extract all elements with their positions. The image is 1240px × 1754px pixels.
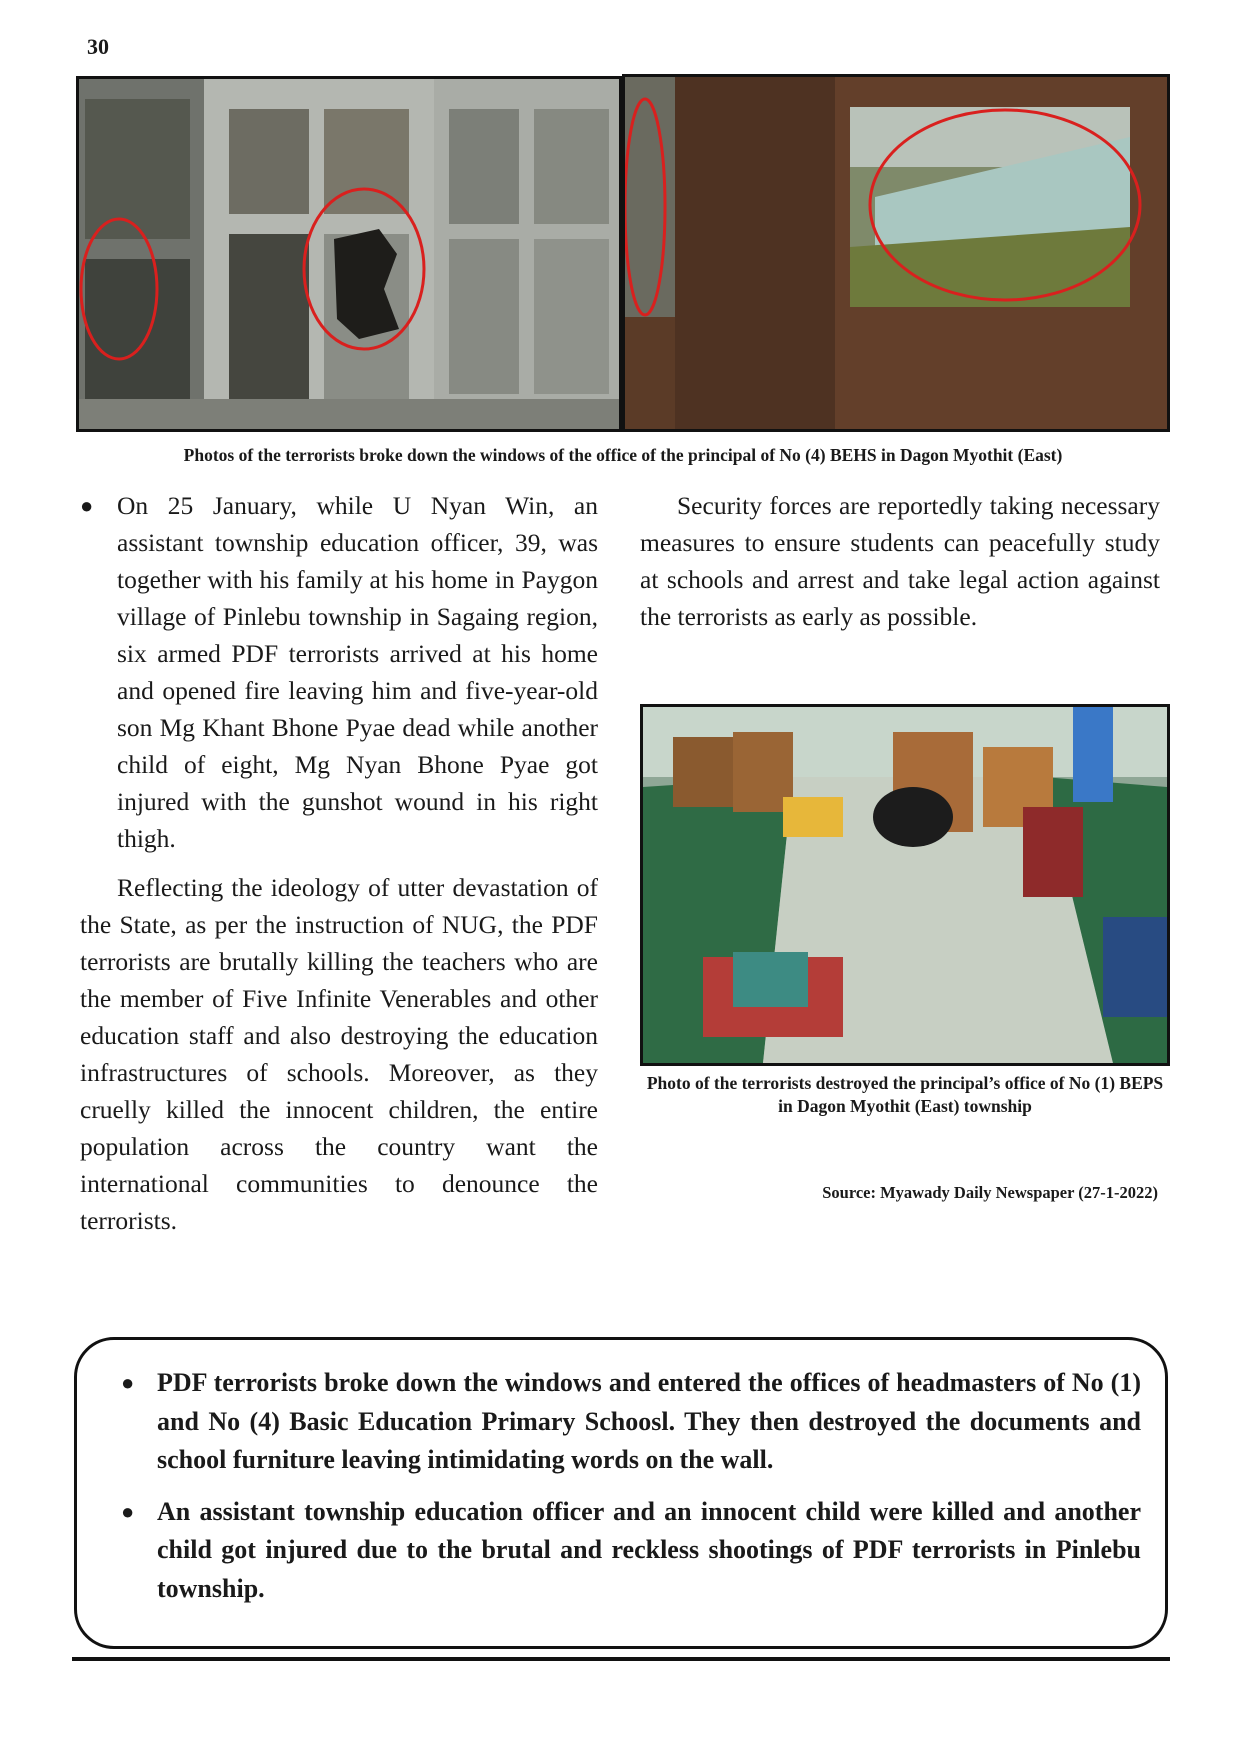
summary-text: An assistant township education officer and an innocent child were killed and another child got injured due to the brutal and reckless shootings of PDF terrorists in Pinlebu township.	[157, 1496, 1141, 1603]
top-photo-caption: Photos of the terrorists broke down the windows of the office of the principal of No (4) BEHS in Dagon Myothit (East)	[183, 445, 1063, 465]
page-number: 30	[87, 34, 109, 59]
summary-item	[101, 1493, 1141, 1609]
bottom-rule	[72, 1657, 1170, 1661]
left-column	[80, 487, 598, 1239]
bullet-icon: ●	[121, 1370, 135, 1395]
photo-destroyed-office	[640, 704, 1170, 1066]
summary-text: PDF terrorists broke down the windows and entered the offices of headmasters of No (1) and No (4) Basic Education Primary Schoosl. They then destroyed the documents and school furniture leaving intimidating words on the wall.	[157, 1368, 1141, 1474]
right-column	[640, 487, 1160, 635]
security-paragraph: Security forces are reportedly taking necessary measures to ensure students can peacefully study at schools and arrest and take legal action against the terrorists as early as possible.	[640, 491, 1160, 631]
photo-office-window	[622, 74, 1170, 432]
bottom-photo-caption: Photo of the terrorists destroyed the principal’s office of No (1) BEPS in Dagon Myothit (East) township	[646, 1073, 1164, 1117]
bullet-icon: ●	[80, 493, 94, 518]
summary-item	[101, 1364, 1141, 1480]
ideology-paragraph: Reflecting the ideology of utter devastation of the State, as per the instruction of NUG, the PDF terrorists are brutally killing the teachers who are the member of Five Infinite Venerables and other education staff and also destroying the education infrastructures of schools. Moreover, as they cruelly killed the innocent children, the entire population across the country want the international communities to denounce the terrorists.	[80, 873, 598, 1235]
incident-bullet-paragraph	[80, 487, 598, 857]
source-credit: Source: Myawady Daily Newspaper (27-1-2022)	[822, 1183, 1158, 1202]
photo-broken-windows	[76, 76, 622, 432]
bullet-icon: ●	[121, 1498, 135, 1524]
incident-text: On 25 January, while U Nyan Win, an assistant township education officer, 39, was together with his family at his home in Paygon village of Pinlebu township in Sagaing region, six armed PDF terrorists arrived at his home and opened fire leaving him and five-year-old son Mg Khant Bhone Pyae dead while another child of eight, Mg Nyan Bhone Pyae got injured with the gunshot wound in his right thigh.	[117, 491, 598, 853]
summary-box	[74, 1337, 1168, 1649]
